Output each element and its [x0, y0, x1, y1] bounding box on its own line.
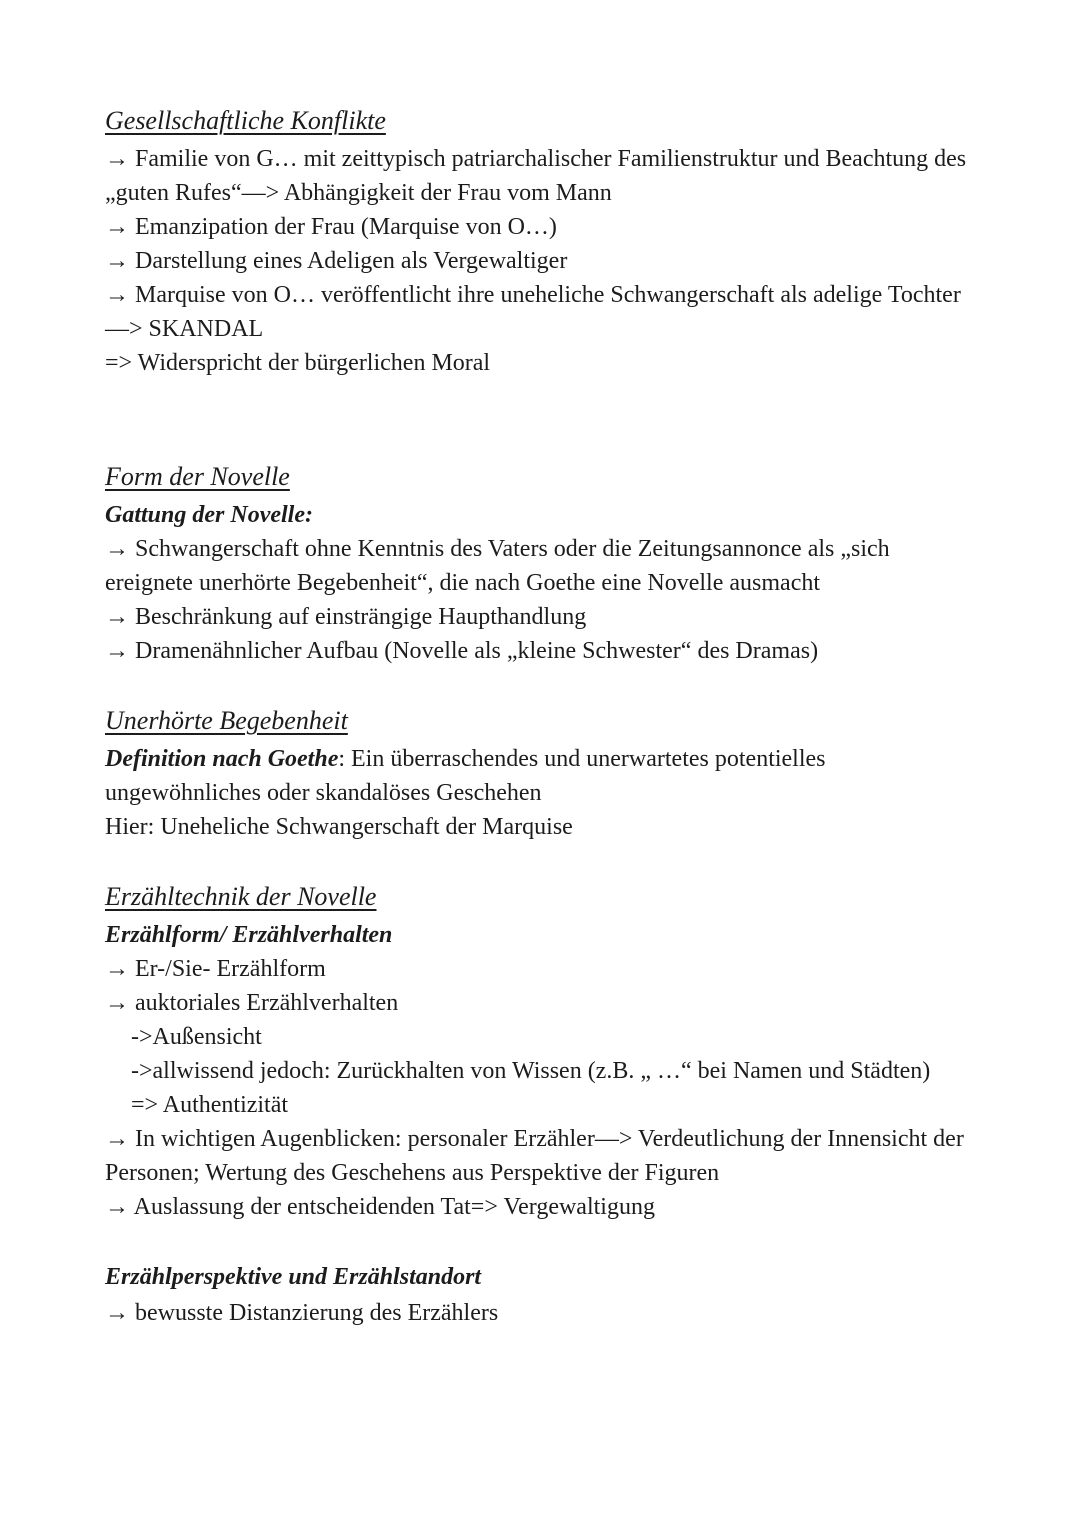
paragraph: → Darstellung eines Adeligen als Vergewaltiger — [105, 248, 568, 274]
paragraph: Definition nach Goethe: Ein überraschendes und unerwartetes potentielles ungewöhnliches oder skandalöses Geschehen — [105, 746, 826, 806]
paragraph: Hier: Uneheliche Schwangerschaft der Marquise — [105, 814, 573, 840]
paragraph-lead: Definition nach Goethe — [105, 746, 339, 772]
section-heading: Erzähltechnik der Novelle — [105, 882, 377, 911]
paragraph: → Schwangerschaft ohne Kenntnis des Vaters oder die Zeitungsannonce als „sich ereignete unerhörte Begebenheit“, die nach Goethe eine Novelle ausmacht — [105, 536, 890, 596]
paragraph: ->Außensicht — [131, 1024, 262, 1050]
section-form-der-novelle — [105, 460, 975, 668]
section-unerhoerte-begebenheit — [105, 704, 975, 844]
paragraph: → Dramenähnlicher Aufbau (Novelle als „kleine Schwester“ des Dramas) — [105, 638, 819, 664]
paragraph: → bewusste Distanzierung des Erzählers — [105, 1300, 499, 1326]
section-heading: Gesellschaftliche Konflikte — [105, 106, 386, 135]
paragraph: ->allwissend jedoch: Zurückhalten von Wissen (z.B. „ …“ bei Namen und Städten) — [131, 1058, 931, 1084]
paragraph: → auktoriales Erzählverhalten — [105, 990, 399, 1016]
section-gesellschaftliche-konflikte — [105, 104, 975, 380]
section-heading: Form der Novelle — [105, 462, 290, 491]
paragraph: => Authentizität — [131, 1092, 289, 1118]
subheading: Erzählform/ Erzählverhalten — [105, 922, 393, 948]
paragraph: → Emanzipation der Frau (Marquise von O…) — [105, 214, 557, 240]
paragraph: → Er-/Sie- Erzählform — [105, 956, 326, 982]
paragraph: → Familie von G… mit zeittypisch patriarchalischer Familienstruktur und Beachtung des „guten Rufes“—> Abhängigkeit der Frau vom Mann — [105, 146, 967, 206]
paragraph: → In wichtigen Augenblicken: personaler Erzähler—> Verdeutlichung der Innensicht der Personen; Wertung des Geschehens aus Perspektive der Figuren — [105, 1126, 964, 1186]
section-heading: Erzählperspektive und Erzählstandort — [105, 1264, 482, 1290]
paragraph: => Widerspricht der bürgerlichen Moral — [105, 350, 491, 376]
document-body — [105, 104, 975, 1330]
section-erzaehlperspektive — [105, 1260, 975, 1330]
section-erzaehltechnik-der-novelle — [105, 880, 975, 1224]
paragraph: → Beschränkung auf einsträngige Haupthandlung — [105, 604, 587, 630]
subheading: Gattung der Novelle: — [105, 502, 313, 528]
paragraph: → Auslassung der entscheidenden Tat=> Vergewaltigung — [105, 1194, 655, 1220]
section-heading: Unerhörte Begebenheit — [105, 706, 348, 735]
paragraph: → Marquise von O… veröffentlicht ihre uneheliche Schwangerschaft als adelige Tochter—> SKANDAL — [105, 282, 961, 342]
